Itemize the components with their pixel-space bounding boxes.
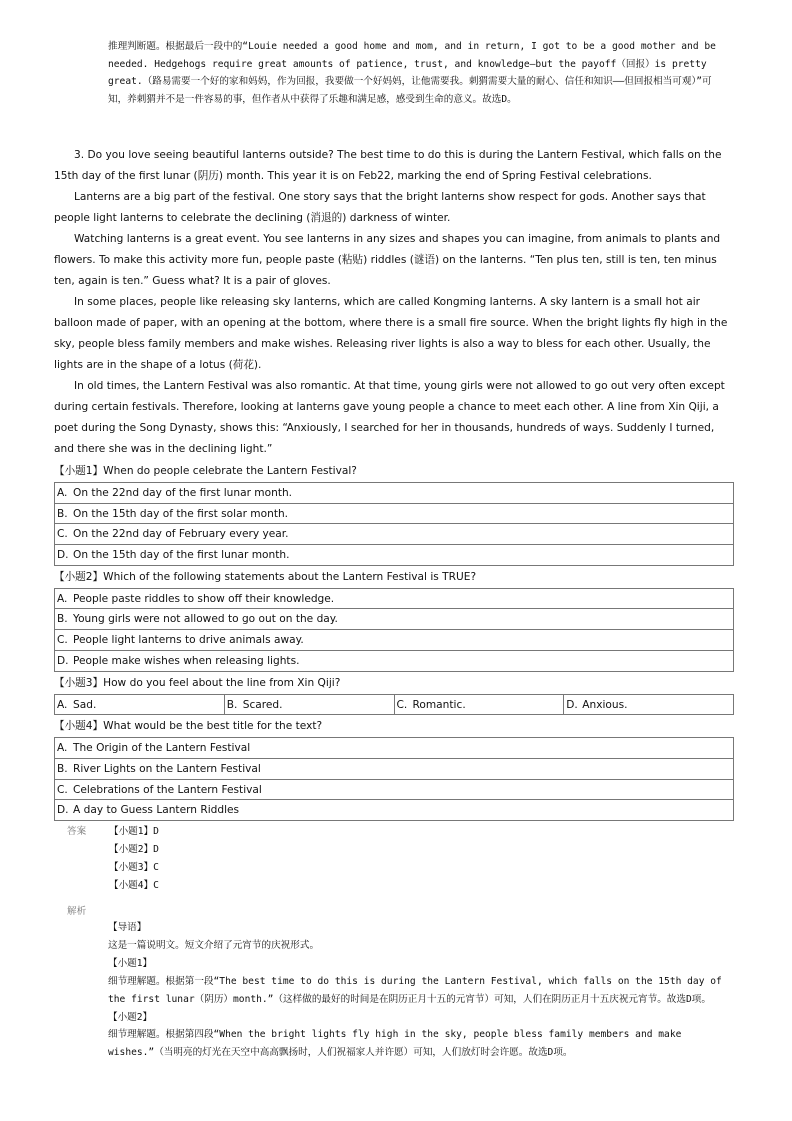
explanation-label: 解析 bbox=[67, 906, 87, 917]
answer-list bbox=[109, 823, 159, 895]
option-c[interactable]: C. People light lanterns to drive animals away. bbox=[55, 630, 734, 651]
passage-paragraph: 3. Do you love seeing beautiful lanterns outside? The best time to do this is during the Lantern Festival, which falls on the 15th day of the first lunar (阴历) month. This year it is on Feb22, marking the end of Spring Festival celebrations. bbox=[54, 149, 722, 182]
option-c[interactable]: C. On the 22nd day of February every year. bbox=[55, 524, 734, 545]
explanation-line: 【小题2】 bbox=[108, 1011, 153, 1023]
option-b[interactable]: B. Scared. bbox=[225, 695, 395, 716]
question-1 bbox=[54, 461, 737, 566]
options-table bbox=[54, 482, 734, 566]
answer-label: 答案 bbox=[67, 826, 87, 837]
passage-paragraph: In some places, people like releasing sky lanterns, which are called Kongming lanterns. A sky lantern is a small hot air balloon made of paper, with an opening at the bottom, where there is a small fire source. When the bright lights fly high in the sky, people bless family members and make wishes. Releasing river lights is also a way to bless for each other. Usually, the lights are in the shape of a lotus (荷花). bbox=[54, 296, 728, 371]
explanation-line: 这是一篇说明文。短文介绍了元宵节的庆祝形式。 bbox=[108, 939, 320, 951]
option-d[interactable]: D. Anxious. bbox=[564, 695, 734, 716]
question-title: 【小题3】How do you feel about the line from Xin Qiji? bbox=[54, 676, 341, 689]
previous-answer-note: 推理判断题。根据最后一段中的“Louie needed a good home and mom, and in return, I got to be a good mother and be needed. Hedgehogs require great amounts of patience, trust, and knowledge—but the payoff（回报）is pretty great.（路易需要一个好的家和妈妈，作为回报，我要做一个好妈妈，让他需要我。刺猬需要大量的耐心、信任和知识——但回报相当可观）”可知，养刺猬并不是一件容易的事，但作者从中获得了乐趣和满足感，感受到生命的意义。故选D。 bbox=[108, 41, 716, 106]
option-a[interactable]: A. On the 22nd day of the first lunar month. bbox=[55, 483, 734, 504]
option-d[interactable]: D. People make wishes when releasing lights. bbox=[55, 651, 734, 672]
option-a[interactable]: A. People paste riddles to show off their knowledge. bbox=[55, 589, 734, 610]
question-title: 【小题1】When do people celebrate the Lantern Festival? bbox=[54, 465, 357, 477]
passage-paragraph: Watching lanterns is a great event. You see lanterns in any sizes and shapes you can imagine, from animals to plants and flowers. To make this activity more fun, people paste (粘贴) riddles (谜语) on the lanterns. “Ten plus ten, still is ten, ten minus ten, again is ten.” Guess what? It is a pair of gloves. bbox=[54, 233, 721, 287]
answer-item: 【小题3】C bbox=[109, 862, 159, 873]
option-d[interactable]: D. A day to Guess Lantern Riddles bbox=[55, 800, 734, 821]
option-c[interactable]: C. Romantic. bbox=[395, 695, 565, 716]
option-d[interactable]: D. On the 15th day of the first lunar month. bbox=[55, 545, 734, 566]
option-a[interactable]: A. The Origin of the Lantern Festival bbox=[55, 738, 734, 759]
explanation-line: 【导语】 bbox=[108, 922, 147, 933]
question-2 bbox=[54, 567, 737, 672]
options-table bbox=[54, 694, 734, 716]
explanation-line: 细节理解题。根据第四段“When the bright lights fly high in the sky, people bless family members and make wishes.”（当明亮的灯光在天空中高高飘扬时，人们祝福家人并许愿）可知，人们放灯时会许愿。故选D项。 bbox=[108, 1029, 682, 1059]
answer-item: 【小题1】D bbox=[109, 826, 159, 837]
passage-paragraph: Lanterns are a big part of the festival. One story says that the bright lanterns show respect for gods. Another says that people light lanterns to celebrate the declining (消退的) darkness of winter. bbox=[54, 191, 706, 224]
question-title: 【小题4】What would be the best title for the text? bbox=[54, 720, 323, 733]
option-c[interactable]: C. Celebrations of the Lantern Festival bbox=[55, 780, 734, 801]
explanation-line: 细节理解题。根据第一段“The best time to do this is during the Lantern Festival, which falls on the 15th day of the first lunar（阴历）month.”（这样做的最好的时间是在阴历正月十五的元宵节）可知，人们在阴历正月十五庆祝元宵节。故选D项。 bbox=[108, 975, 722, 1005]
options-table bbox=[54, 588, 734, 672]
question-3 bbox=[54, 673, 737, 716]
explanation-section bbox=[108, 919, 728, 1062]
question-4 bbox=[54, 716, 737, 821]
answer-item: 【小题2】D bbox=[109, 844, 159, 855]
question-title: 【小题2】Which of the following statements about the Lantern Festival is TRUE? bbox=[54, 570, 477, 583]
option-b[interactable]: B. River Lights on the Lantern Festival bbox=[55, 759, 734, 780]
answer-item: 【小题4】C bbox=[109, 880, 159, 891]
options-table bbox=[54, 737, 734, 821]
option-b[interactable]: B. On the 15th day of the first solar month. bbox=[55, 504, 734, 525]
explanation-line: 【小题1】 bbox=[108, 957, 153, 969]
reading-passage bbox=[54, 145, 737, 821]
option-b[interactable]: B. Young girls were not allowed to go out on the day. bbox=[55, 609, 734, 630]
option-a[interactable]: A. Sad. bbox=[55, 695, 225, 716]
passage-paragraph: In old times, the Lantern Festival was also romantic. At that time, young girls were not allowed to go out very often except during certain festivals. Therefore, looking at lanterns gave young people a chance to meet each other. A line from Xin Qiji, a poet during the Song Dynasty, shows this: “Anxiously, I searched for her in thousands, hundreds of ways. Suddenly I turned, and there she was in the declining light.” bbox=[54, 380, 725, 455]
